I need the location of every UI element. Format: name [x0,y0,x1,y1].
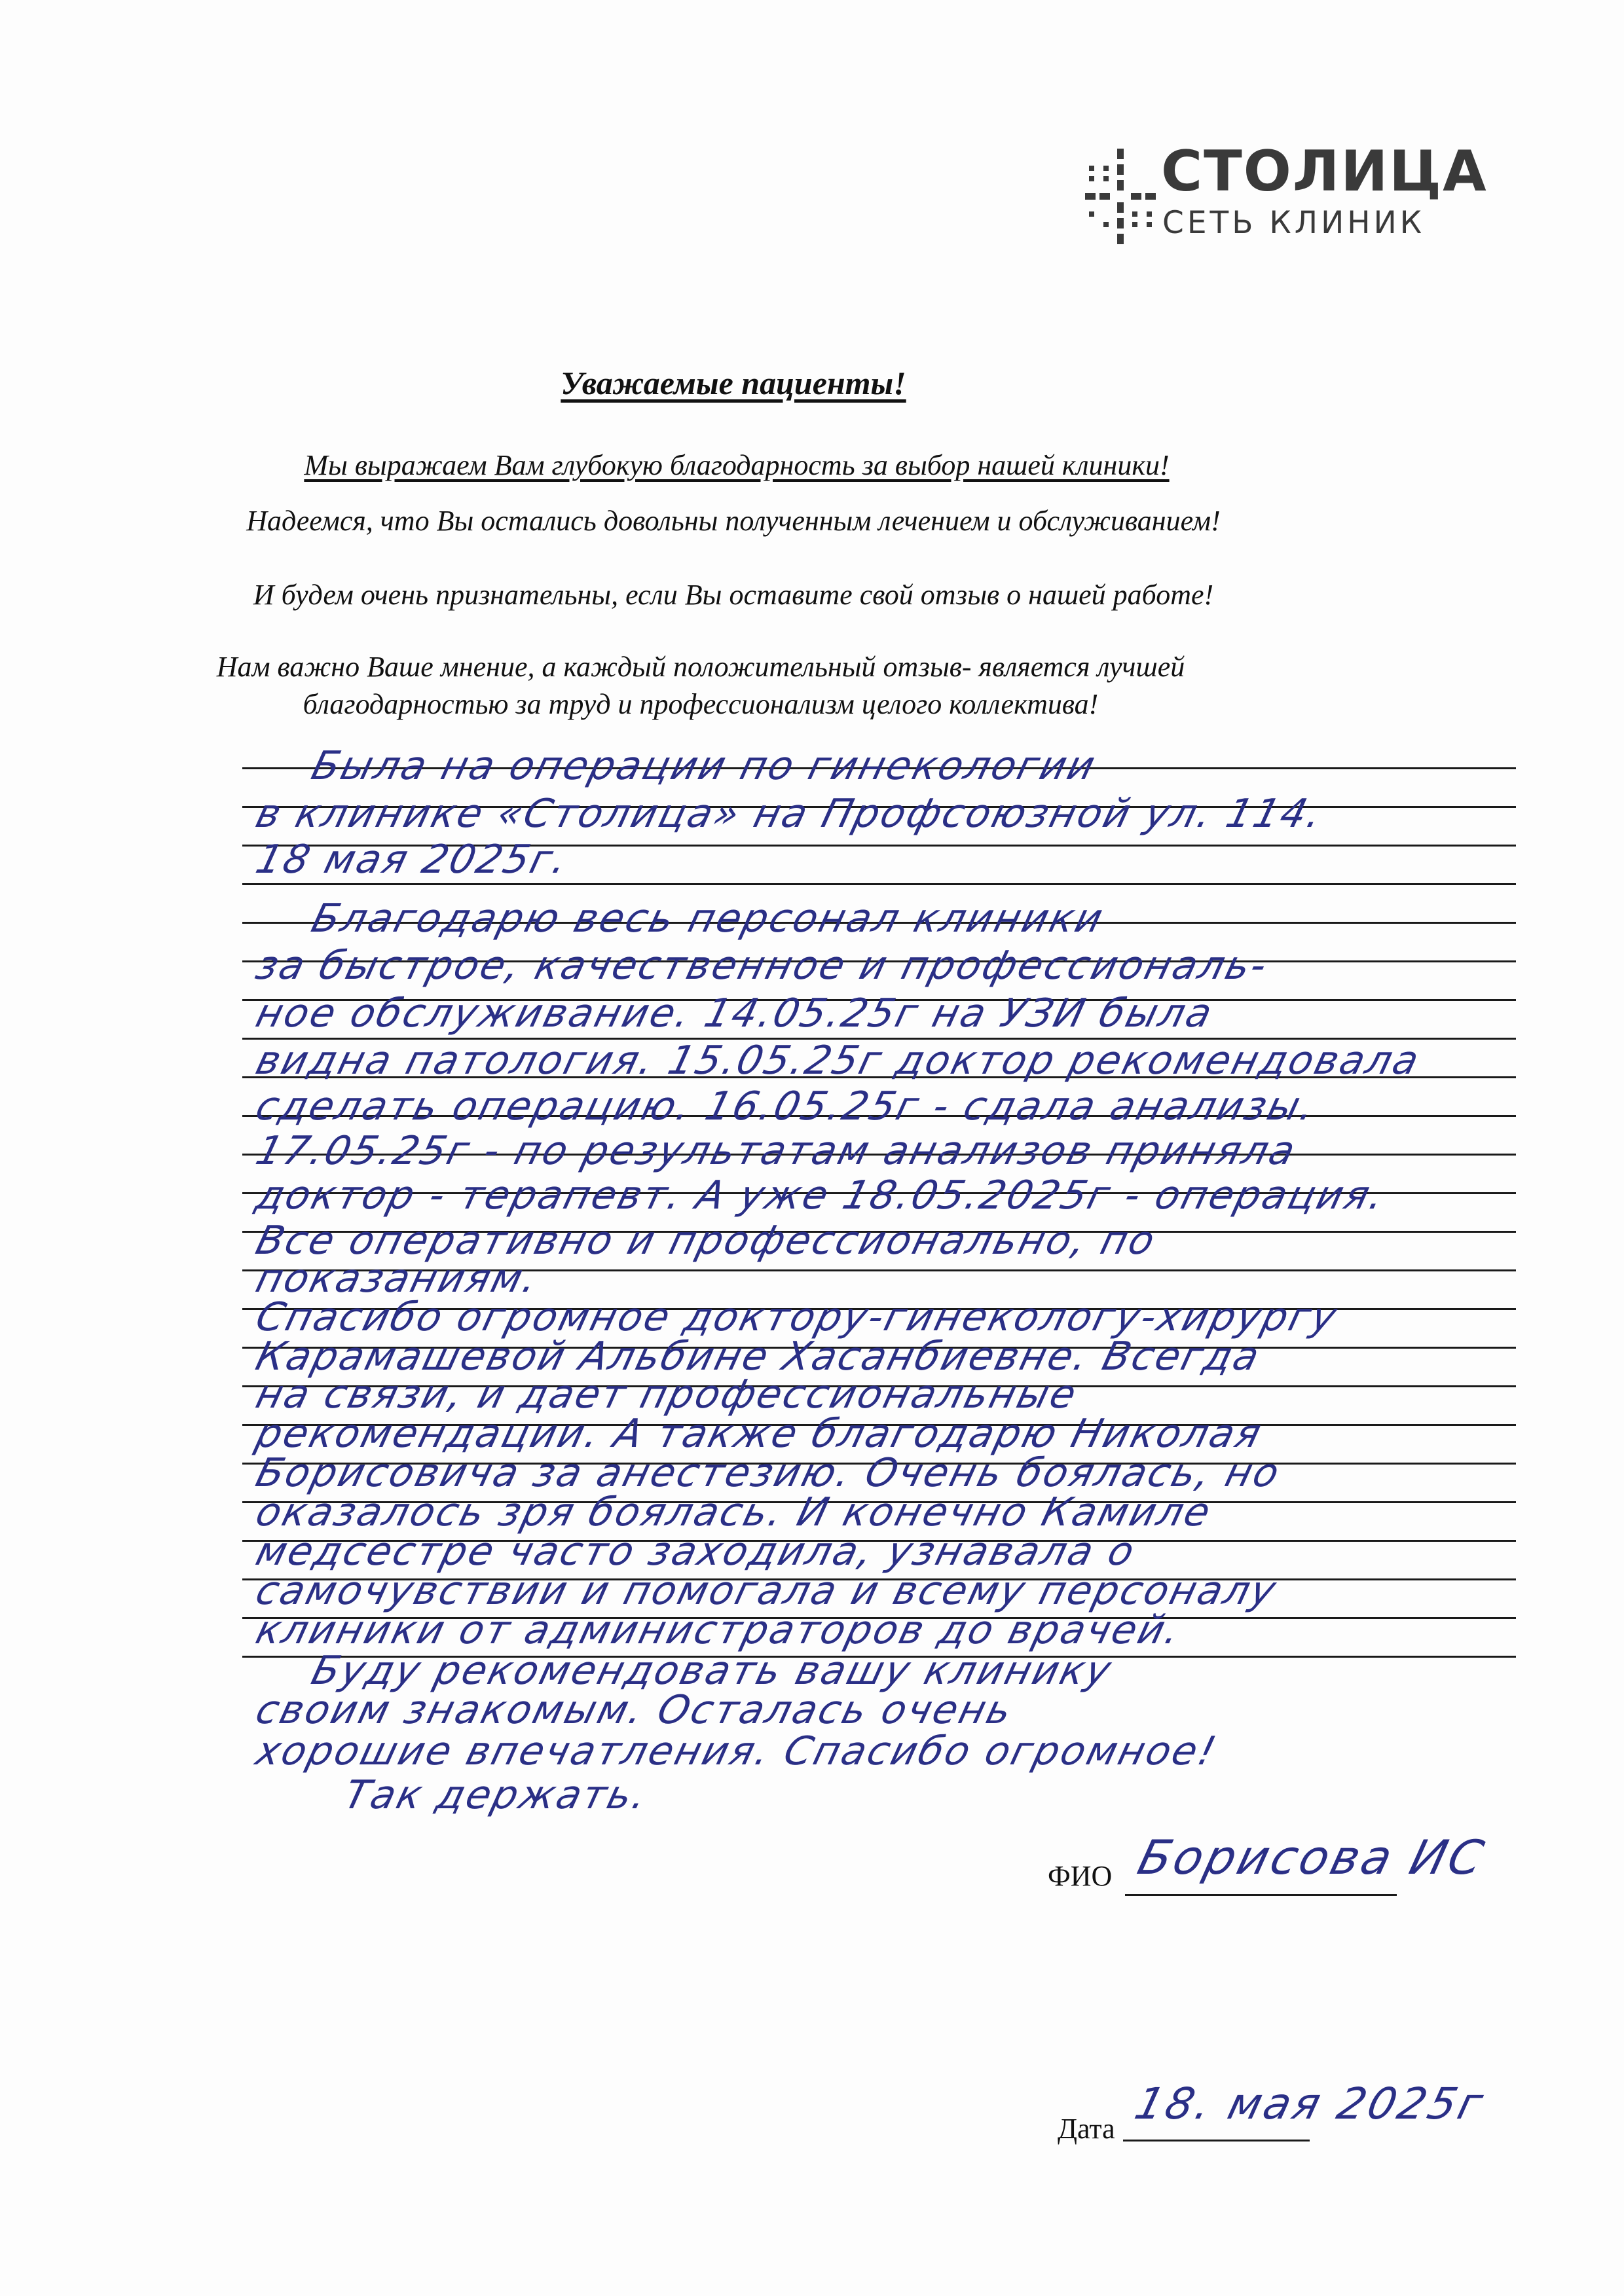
review-line: Карамашевой Альбине Хасанбиевне. Всегда [251,1334,1266,1379]
date-label: Дата [1058,2113,1115,2145]
review-line: Была на операции по гинекологии [306,743,1101,789]
review-line: оказалось зря боялась. И конечно Камиле [251,1489,1217,1535]
intro-line-3: И будем очень признательны, если Вы оставите свой отзыв о нашей работе! [253,579,1214,611]
review-line: за быстрое, качественное и профессиональ- [251,943,1274,989]
review-line: самочувствии и помогала и всему персоналу [251,1568,1283,1614]
review-line: ное обслуживание. 14.05.25г на УЗИ была [251,991,1219,1036]
intro-line-5: благодарностью за труд и профессионализм целого коллектива! [303,688,1099,720]
fio-label: ФИО [1048,1860,1113,1892]
fio-underline [1125,1894,1397,1896]
date-value: 18. мая 2025г [1130,2079,1491,2129]
review-line: видна патология. 15.05.25г доктор рекомендовала [251,1038,1426,1084]
review-line: своим знакомым. Осталась очень [251,1687,1018,1733]
review-line: Спасибо огромное доктору-гинекологу-хирургу [251,1294,1343,1340]
review-line: рекомендации. А также благодарю Николая [251,1411,1268,1457]
review-line: на связи, и дает профессиональные [251,1372,1083,1417]
fio-value: Борисова ИС [1132,1830,1492,1885]
intro-line-2: Надеемся, что Вы остались довольны полученным лечением и обслуживанием! [246,505,1221,537]
clinic-logo [1084,139,1529,246]
review-line: доктор - терапевт. А уже 18.05.2025г - операция. [251,1173,1391,1218]
review-line: в клинике «Столица» на Профсоюзной ул. 114. [251,791,1329,837]
page-heading: Уважаемые пациенты! [561,365,906,401]
review-line: клиники от администраторов до врачей. [251,1607,1187,1653]
review-line: показаниям. [251,1256,544,1302]
review-line: Буду рекомендовать вашу клинику [306,1648,1118,1694]
logo-title: СТОЛИЦА [1161,139,1488,204]
logo-subtitle: СЕТЬ КЛИНИК [1162,205,1426,241]
review-line: сделать операцию. 16.05.25г - сдала анализы. [251,1084,1321,1129]
review-line: медсестре часто заходила, узнавала о [251,1529,1141,1575]
dots-cross-icon [1084,147,1156,246]
review-line: Все оперативно и профессионально, по [251,1218,1162,1264]
review-line: Борисовича за анестезию. Очень боялась, но [251,1450,1286,1496]
review-line: Благодарю весь персонал клиники [306,896,1109,941]
date-underline [1123,2140,1310,2141]
review-line: 18 мая 2025г. [251,837,574,883]
review-line: 17.05.25г - по результатам анализов приняла [251,1128,1302,1174]
review-line: Так держать. [339,1772,654,1818]
review-line: хорошие впечатления. Спасибо огромное! [251,1728,1223,1774]
intro-line-1: Мы выражаем Вам глубокую благодарность за выбор нашей клиники! [304,449,1170,481]
ruled-line [242,883,1516,885]
intro-line-4: Нам важно Ваше мнение, а каждый положительный отзыв- является лучшей [216,651,1185,683]
